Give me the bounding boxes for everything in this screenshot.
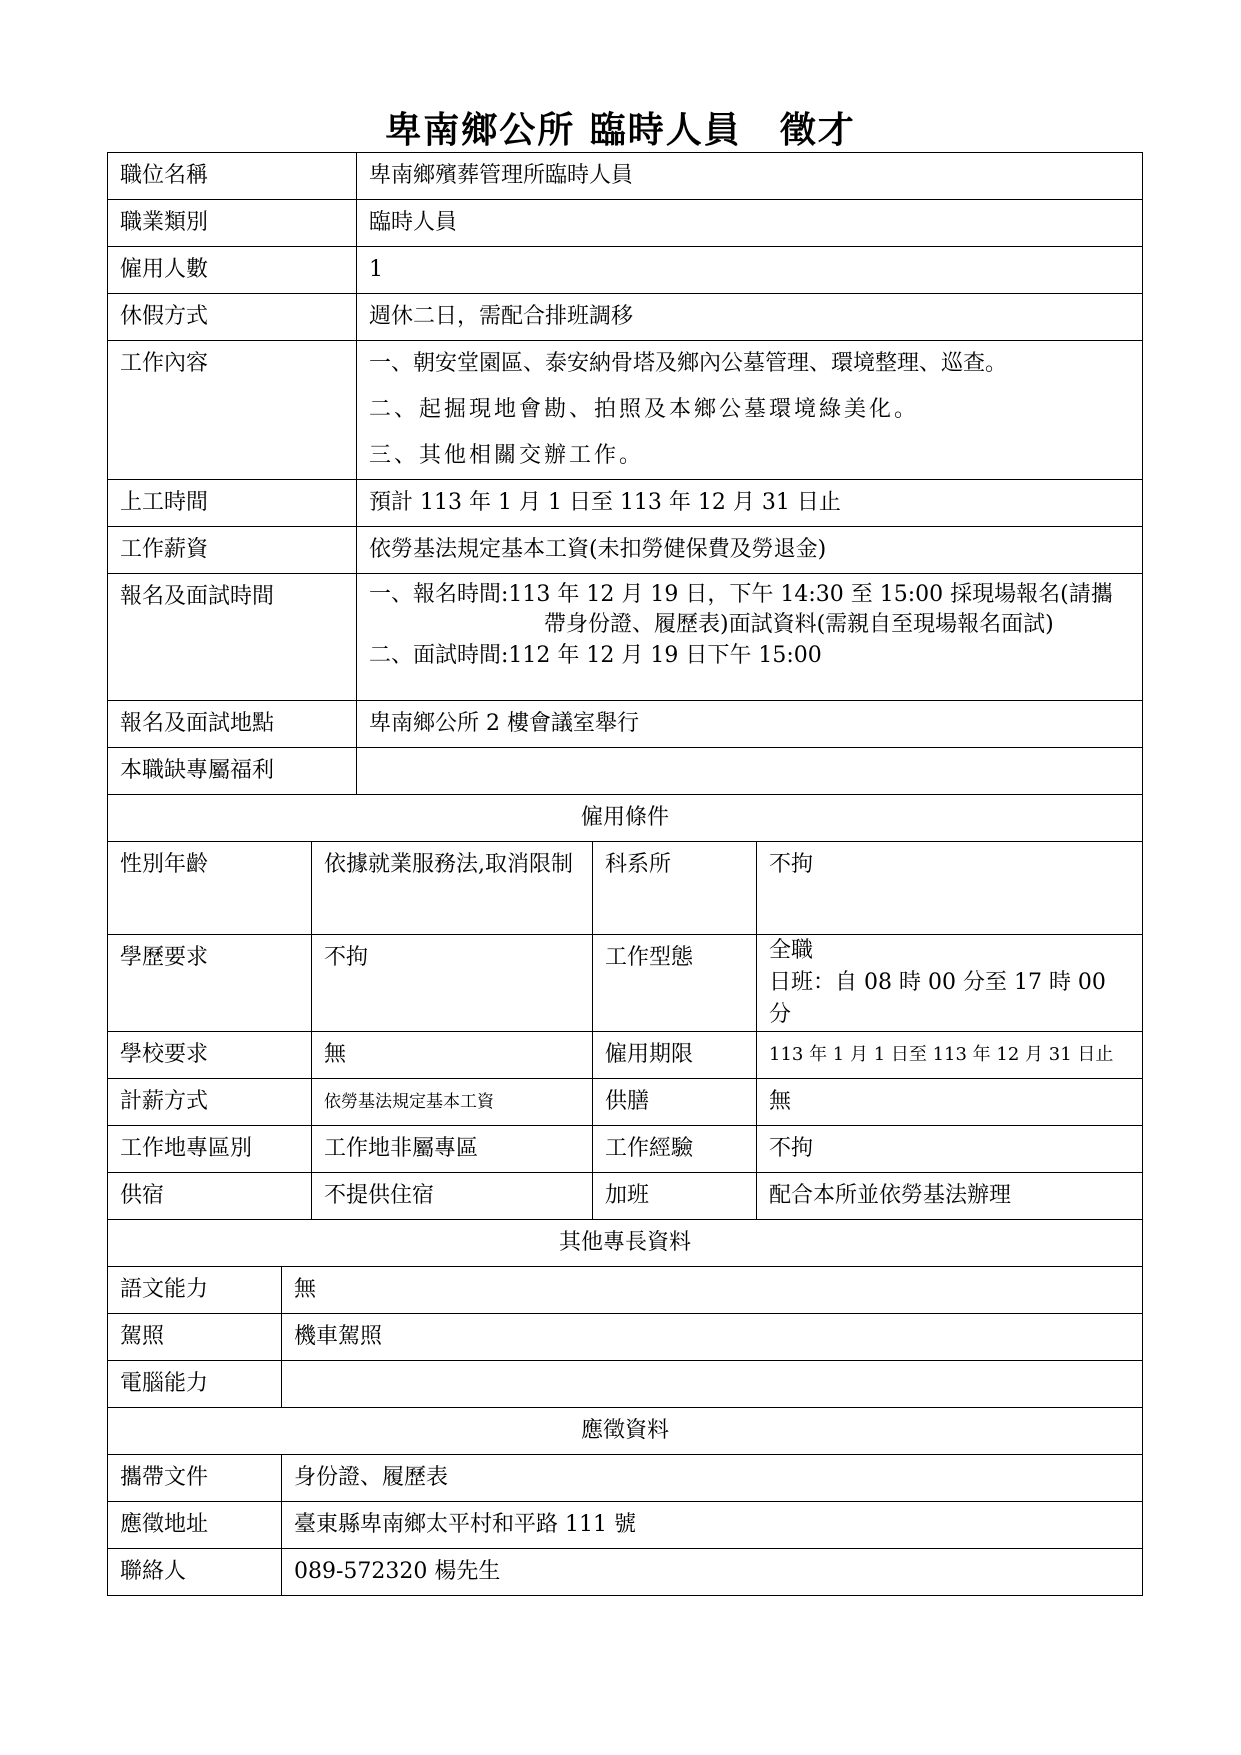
- license-value: 機車駕照: [282, 1314, 1143, 1361]
- schedule-signup: 一、報名時間:113 年 12 月 19 日，下午 14:30 至 15:00 採現場報名(請攜帶身份證、履歷表)面試資料(需親自至現場報名面試): [369, 582, 1113, 637]
- gender-age-label: 性別年齡: [108, 842, 312, 935]
- row-contact: [108, 1549, 1143, 1596]
- venue-value: 卑南鄉公所 2 樓會議室舉行: [357, 701, 1143, 748]
- lodging-label: 供宿: [108, 1173, 312, 1220]
- documents-label: 攜帶文件: [108, 1455, 282, 1502]
- row-lodging: [108, 1173, 1143, 1220]
- language-value: 無: [282, 1267, 1143, 1314]
- page-title: 卑南鄉公所 臨時人員 徵才: [385, 109, 856, 151]
- row-license: [108, 1314, 1143, 1361]
- overtime-label: 加班: [593, 1173, 757, 1220]
- row-category: [108, 200, 1143, 247]
- schedule-value: [357, 574, 1143, 701]
- row-zone: [108, 1126, 1143, 1173]
- row-duties: [108, 341, 1143, 480]
- row-gender-age: [108, 842, 1143, 935]
- row-skills-header: [108, 1220, 1143, 1267]
- work-period-label: 上工時間: [108, 480, 357, 527]
- department-label: 科系所: [593, 842, 757, 935]
- row-headcount: [108, 247, 1143, 294]
- position-value: 卑南鄉殯葬管理所臨時人員: [357, 153, 1143, 200]
- job-posting-table: [107, 152, 1143, 1596]
- row-application-header: [108, 1408, 1143, 1455]
- computer-label: 電腦能力: [108, 1361, 282, 1408]
- meals-label: 供膳: [593, 1079, 757, 1126]
- contact-value: 089-572320 楊先生: [282, 1549, 1143, 1596]
- education-label: 學歷要求: [108, 935, 312, 1032]
- row-venue: [108, 701, 1143, 748]
- benefit-value: [357, 748, 1143, 795]
- conditions-header: 僱用條件: [108, 795, 1143, 842]
- row-conditions-header: [108, 795, 1143, 842]
- employ-period-value: 113 年 1 月 1 日至 113 年 12 月 31 日止: [757, 1032, 1143, 1079]
- leave-label: 休假方式: [108, 294, 357, 341]
- application-header: 應徵資料: [108, 1408, 1143, 1455]
- duty-item: 二、起掘現地會勘、拍照及本鄉公墓環境綠美化。: [369, 397, 920, 422]
- work-type-line: 全職: [769, 938, 814, 963]
- row-work-period: [108, 480, 1143, 527]
- contact-label: 聯絡人: [108, 1549, 282, 1596]
- work-period-value: 預計 113 年 1 月 1 日至 113 年 12 月 31 日止: [357, 480, 1143, 527]
- duty-item: 一、朝安堂園區、泰安納骨塔及鄉內公墓管理、環境整理、巡查。: [369, 351, 1008, 376]
- category-label: 職業類別: [108, 200, 357, 247]
- education-value: 不拘: [312, 935, 593, 1032]
- documents-value: 身份證、履歷表: [282, 1455, 1143, 1502]
- duties-list: [357, 341, 1143, 480]
- headcount-value: 1: [357, 247, 1143, 294]
- row-school: [108, 1032, 1143, 1079]
- lodging-value: 不提供住宿: [312, 1173, 593, 1220]
- experience-value: 不拘: [757, 1126, 1143, 1173]
- venue-label: 報名及面試地點: [108, 701, 357, 748]
- license-label: 駕照: [108, 1314, 282, 1361]
- position-label: 職位名稱: [108, 153, 357, 200]
- employ-period-label: 僱用期限: [593, 1032, 757, 1079]
- work-hours-line: 日班：自 08 時 00 分至 17 時 00 分: [769, 970, 1106, 1027]
- school-label: 學校要求: [108, 1032, 312, 1079]
- duties-label: 工作內容: [108, 341, 357, 480]
- overtime-value: 配合本所並依勞基法辦理: [757, 1173, 1143, 1220]
- row-computer: [108, 1361, 1143, 1408]
- row-documents: [108, 1455, 1143, 1502]
- department-value: 不拘: [757, 842, 1143, 935]
- salary-value: 依勞基法規定基本工資(未扣勞健保費及勞退金): [357, 527, 1143, 574]
- schedule-interview: 二、面試時間:112 年 12 月 19 日下午 15:00: [369, 643, 822, 668]
- pay-method-label: 計薪方式: [108, 1079, 312, 1126]
- skills-header: 其他專長資料: [108, 1220, 1143, 1267]
- row-salary: [108, 527, 1143, 574]
- row-pay-method: [108, 1079, 1143, 1126]
- salary-label: 工作薪資: [108, 527, 357, 574]
- work-type-value: [757, 935, 1143, 1032]
- row-leave: [108, 294, 1143, 341]
- row-language: [108, 1267, 1143, 1314]
- duty-item: 三、其他相關交辦工作。: [369, 443, 645, 468]
- zone-value: 工作地非屬專區: [312, 1126, 593, 1173]
- row-address: [108, 1502, 1143, 1549]
- work-type-label: 工作型態: [593, 935, 757, 1032]
- computer-value: [282, 1361, 1143, 1408]
- language-label: 語文能力: [108, 1267, 282, 1314]
- benefit-label: 本職缺專屬福利: [108, 748, 357, 795]
- address-value: 臺東縣卑南鄉太平村和平路 111 號: [282, 1502, 1143, 1549]
- headcount-label: 僱用人數: [108, 247, 357, 294]
- zone-label: 工作地專區別: [108, 1126, 312, 1173]
- school-value: 無: [312, 1032, 593, 1079]
- pay-method-value: 依勞基法規定基本工資: [312, 1079, 593, 1126]
- experience-label: 工作經驗: [593, 1126, 757, 1173]
- row-benefit: [108, 748, 1143, 795]
- row-position: [108, 153, 1143, 200]
- meals-value: 無: [757, 1079, 1143, 1126]
- gender-age-value: 依據就業服務法,取消限制: [312, 842, 593, 935]
- row-schedule: [108, 574, 1143, 701]
- category-value: 臨時人員: [357, 200, 1143, 247]
- row-education: [108, 935, 1143, 1032]
- leave-value: 週休二日，需配合排班調移: [357, 294, 1143, 341]
- schedule-label: 報名及面試時間: [108, 574, 357, 701]
- address-label: 應徵地址: [108, 1502, 282, 1549]
